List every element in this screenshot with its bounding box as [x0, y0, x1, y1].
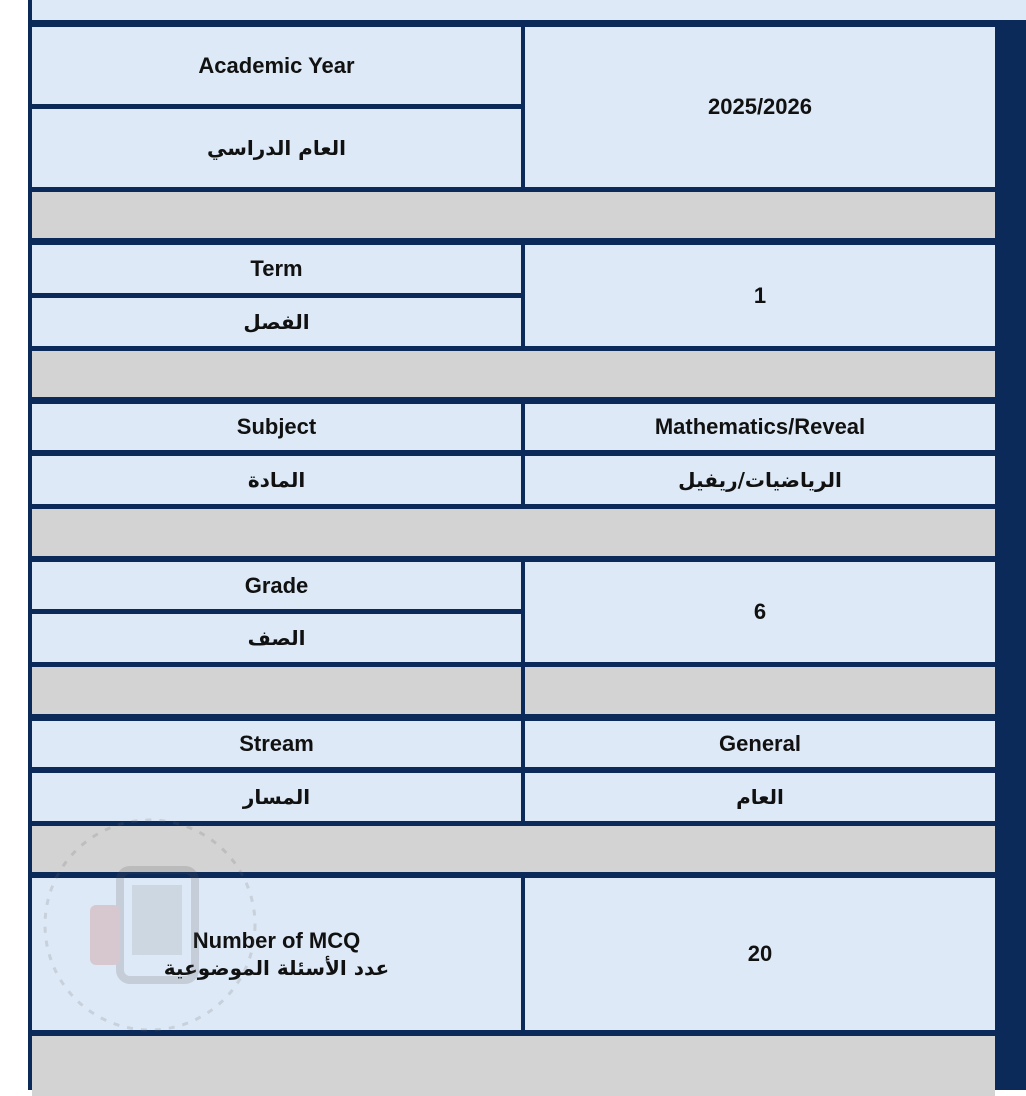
- separator-row-left: [32, 667, 521, 714]
- subject-value-en: Mathematics/Reveal: [525, 404, 995, 450]
- mcq-label-ar: عدد الأسئلة الموضوعية: [163, 956, 390, 981]
- info-table: [28, 0, 1026, 1090]
- grade-value: 6: [525, 562, 995, 662]
- term-label-ar: الفصل: [32, 298, 521, 346]
- mcq-label: [32, 878, 521, 1030]
- grade-label-en: Grade: [32, 562, 521, 609]
- separator-row: [32, 826, 995, 872]
- academic-year-label-ar: العام الدراسي: [32, 109, 521, 187]
- mcq-value: 20: [525, 878, 995, 1030]
- subject-label-en: Subject: [32, 404, 521, 450]
- stream-value-ar: العام: [525, 773, 995, 821]
- mcq-label-en: Number of MCQ: [192, 927, 361, 953]
- separator-row: [32, 192, 995, 238]
- separator-row: [32, 1036, 995, 1096]
- academic-year-label-en: Academic Year: [32, 27, 521, 104]
- stream-label-en: Stream: [32, 721, 521, 767]
- separator-row: [32, 351, 995, 397]
- term-label-en: Term: [32, 245, 521, 293]
- grade-label-ar: الصف: [32, 614, 521, 662]
- stream-label-ar: المسار: [32, 773, 521, 821]
- stream-value-en: General: [525, 721, 995, 767]
- academic-year-value: 2025/2026: [525, 27, 995, 187]
- top-partial-row: [32, 0, 1026, 20]
- subject-label-ar: المادة: [32, 456, 521, 504]
- subject-value-ar: الرياضيات/ريفيل: [525, 456, 995, 504]
- separator-row: [32, 509, 995, 556]
- term-value: 1: [525, 245, 995, 346]
- separator-row-right: [525, 667, 995, 714]
